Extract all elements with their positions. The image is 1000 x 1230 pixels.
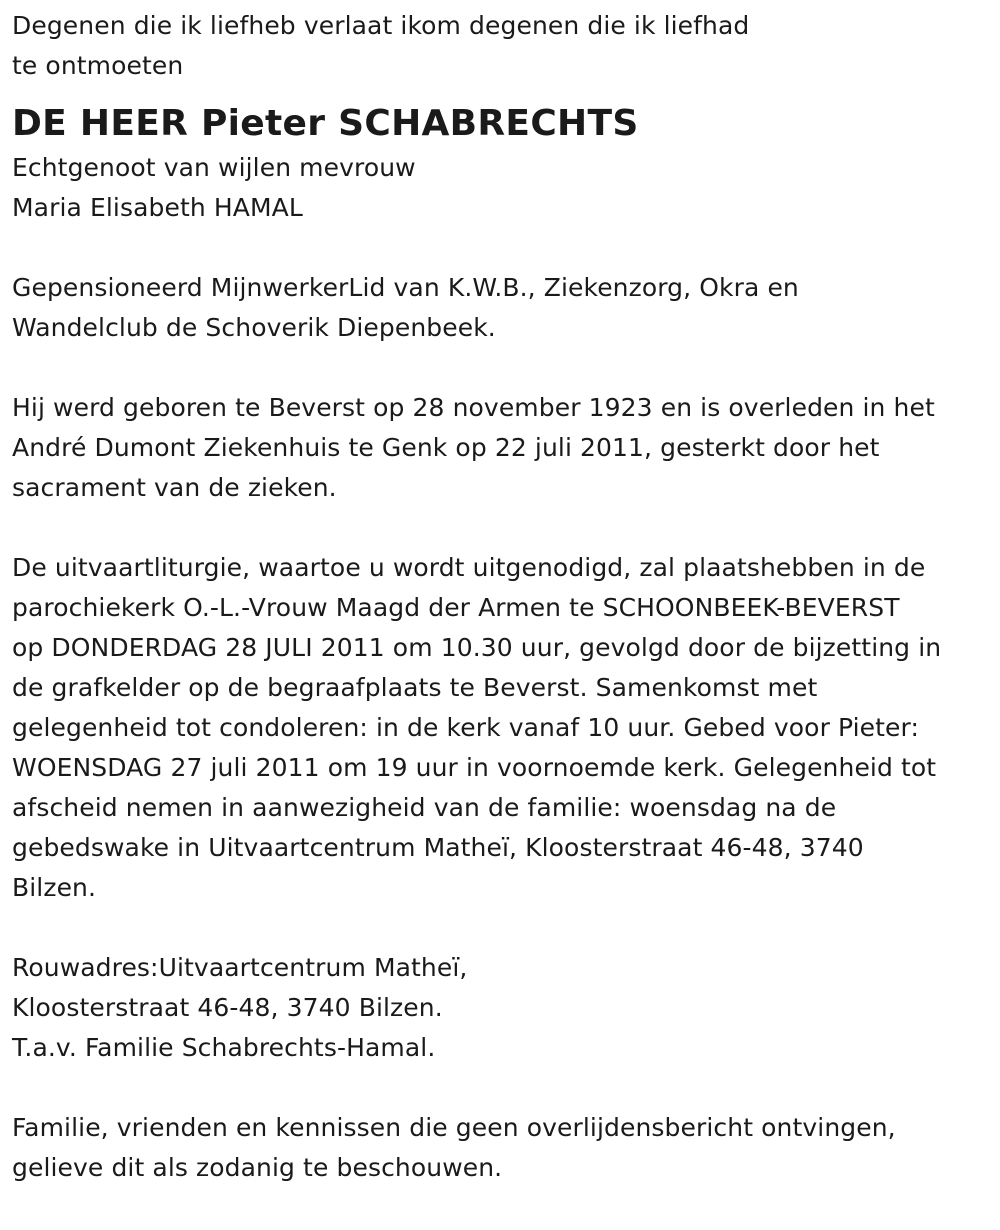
- obituary-notice: [12, 6, 992, 1188]
- funeral-paragraph: De uitvaartliturgie, waartoe u wordt uitgenodigd, zal plaatshebben in de parochiekerk O.-L.-Vrouw Maagd der Armen te SCHOONBEEK-BEVERST op DONDERDAG 28 JULI 2011 om 10.30 uur, gevolgd door de bijzetting in de grafkelder op de begraafplaats te Beverst. Samenkomst met gelegenheid tot condoleren: in de kerk vanaf 10 uur. Gebed voor Pieter: WOENSDAG 27 juli 2011 om 19 uur in voornoemde kerk. Gelegenheid tot afscheid nemen in aanwezigheid van de familie: woensdag na de gebedswake in Uitvaartcentrum Matheï, Kloosterstraat 46-48, 3740 Bilzen.: [12, 553, 942, 902]
- intro-quote: Degenen die ik liefheb verlaat ikom degenen die ik liefhad te ontmoeten: [12, 11, 750, 80]
- occupation-paragraph: Gepensioneerd MijnwerkerLid van K.W.B., Ziekenzorg, Okra en Wandelclub de Schoverik Diepenbeek.: [12, 273, 799, 342]
- closing-paragraph: Familie, vrienden en kennissen die geen overlijdensbericht ontvingen, gelieve dit als zodanig te beschouwen.: [12, 1113, 896, 1182]
- deceased-name: DE HEER Pieter SCHABRECHTS: [12, 103, 639, 144]
- spouse-line: Echtgenoot van wijlen mevrouw Maria Elisabeth HAMAL: [12, 153, 416, 222]
- birth-death-paragraph: Hij werd geboren te Beverst op 28 november 1923 en is overleden in het André Dumont Ziekenhuis te Genk op 22 juli 2011, gesterkt door het sacrament van de zieken.: [12, 393, 935, 502]
- mourning-address: Rouwadres:Uitvaartcentrum Matheï, Kloosterstraat 46-48, 3740 Bilzen. T.a.v. Familie Schabrechts-Hamal.: [12, 953, 468, 1062]
